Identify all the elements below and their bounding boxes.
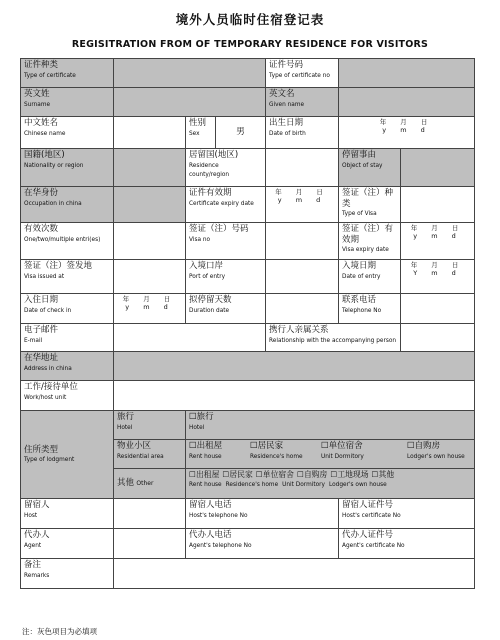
relationship-field[interactable] [401, 324, 475, 352]
duration-label: 拟停留天数 Duration date [186, 294, 266, 324]
email-field[interactable] [114, 324, 266, 352]
given-name-label: 英文名 Given name [266, 88, 339, 117]
visa-no-label: 签证（注）号码 Visa no [186, 223, 266, 260]
visa-no-field[interactable] [266, 223, 339, 260]
other-options[interactable]: ☐出租屋 ☐居民家 ☐单位宿舍 ☐自购房 ☐工地现场 ☐其他 Rent house Residence's home Unit Dormitory Lodger's own house [186, 469, 475, 499]
visa-type-field[interactable] [401, 187, 475, 223]
residence-label: 居留国(地区) Residence county/region [186, 149, 266, 187]
chinese-name-field[interactable] [114, 117, 186, 149]
agent-cert-label: 代办人证件号 Agent's certificate No [339, 529, 475, 559]
telephone-label: 联系电话 Telephone No [339, 294, 401, 324]
port-entry-label: 入境口岸 Port of entry [186, 260, 266, 294]
nationality-field[interactable] [114, 149, 186, 187]
cert-no-label: 证件号码 Type of certificate no [266, 59, 339, 88]
work-unit-field[interactable] [114, 381, 475, 411]
cert-expiry-label: 证件有效期 Certificate expiry date [186, 187, 266, 223]
work-unit-label: 工作/接待单位 Work/host unit [21, 381, 114, 411]
visa-expiry-label: 签证（注）有效期 Visa expiry date [339, 223, 401, 260]
sex-label: 性别 Sex [186, 117, 216, 149]
object-of-stay-field[interactable] [401, 149, 475, 187]
hotel-option[interactable]: ☐旅行 Hotel [186, 411, 475, 440]
other-opt-rent[interactable]: ☐出租屋 [189, 470, 220, 479]
residence-field[interactable] [266, 149, 339, 187]
residential-opt-own-house[interactable]: ☐自购房 [407, 441, 441, 451]
other-opt-own-house[interactable]: ☐自购房 [296, 470, 328, 479]
port-entry-field[interactable] [266, 260, 339, 294]
surname-label: 英文姓 Surname [21, 88, 114, 117]
chinese-name-label: 中文姓名 Chinese name [21, 117, 114, 149]
entries-label: 有效次数 One/two/multiple entri(es) [21, 223, 114, 260]
remarks-label: 备注 Remarks [21, 559, 114, 589]
residential-opt-dormitory[interactable]: ☐单位宿舍 [321, 441, 363, 451]
given-name-field[interactable] [339, 88, 475, 117]
host-cert-label: 留宿人证件号 Host's certificate No [339, 499, 475, 529]
host-tel-label: 留宿人电话 Host's telephone No [186, 499, 339, 529]
form-title-en: REGISITRATION FROM OF TEMPORARY RESIDENCE FOR VISITORS [71, 39, 429, 50]
other-opt-residence[interactable]: ☐居民家 [222, 470, 253, 479]
address-field[interactable] [114, 352, 475, 381]
check-in-label: 入住日期 Date of check in [21, 294, 114, 324]
footnote: 注：灰色项目为必填项 [22, 627, 97, 636]
agent-tel-label: 代办人电话 Agent's telephone No [186, 529, 339, 559]
agent-field[interactable] [114, 529, 186, 559]
remarks-field[interactable] [114, 559, 475, 589]
telephone-field[interactable] [401, 294, 475, 324]
host-label: 留宿人 Host [21, 499, 114, 529]
occupation-label: 在华身份 Occupation in china [21, 187, 114, 223]
cert-type-label: 证件种类 Type of certificate [21, 59, 114, 88]
date-entry-label: 入境日期 Date of entry [339, 260, 401, 294]
cert-expiry-field[interactable]: 年 月 日 y m d [266, 187, 339, 223]
cert-no-field[interactable] [339, 59, 475, 88]
email-label: 电子邮件 E-mail [21, 324, 114, 352]
check-in-field[interactable]: 年 月 日 y m d [114, 294, 186, 324]
nationality-label: 国籍(地区) Nationality or region [21, 149, 114, 187]
residential-opt-rent[interactable]: ☐出租屋 [189, 441, 223, 451]
other-opt-dormitory[interactable]: ☐单位宿舍 [255, 470, 294, 479]
registration-form-table [20, 58, 475, 589]
address-label: 在华地址 Address in china [21, 352, 114, 381]
residential-options[interactable]: ☐出租屋 ☐居民家 ☐单位宿舍 ☐自购房 Rent house Residence's home Unit Dormitory Lodger's own house [186, 440, 475, 469]
relationship-label: 携行人亲属关系 Relationship with the accompanying person [266, 324, 401, 352]
visa-expiry-field[interactable]: 年 月 日 y m d [401, 223, 475, 260]
sex-value[interactable]: 男 [216, 117, 266, 149]
hotel-label: 旅行 Hotel [114, 411, 186, 440]
occupation-field[interactable] [114, 187, 186, 223]
other-label: 其他 Other [114, 469, 186, 499]
lodgment-label: 住所类型 Type of lodgment [21, 411, 114, 499]
visa-issued-field[interactable] [114, 260, 186, 294]
dob-field[interactable]: 年 月 日 y m d [339, 117, 475, 149]
agent-label: 代办人 Agent [21, 529, 114, 559]
surname-field[interactable] [114, 88, 266, 117]
visa-type-label: 签证（注）种类 Type of Visa [339, 187, 401, 223]
duration-field[interactable] [266, 294, 339, 324]
host-field[interactable] [114, 499, 186, 529]
form-title-cn: 境外人员临时住宿登记表 [175, 12, 325, 27]
object-of-stay-label: 停留事由 Object of stay [339, 149, 401, 187]
other-opt-other[interactable]: ☐其他 [371, 470, 395, 479]
date-entry-field[interactable]: 年 月 日 Y m d [401, 260, 475, 294]
cert-type-field[interactable] [114, 59, 266, 88]
entries-field[interactable] [114, 223, 186, 260]
dob-label: 出生日期 Date of birth [266, 117, 339, 149]
visa-issued-label: 签证（注）签发地 Visa issued at [21, 260, 114, 294]
residential-opt-residence[interactable]: ☐居民家 [250, 441, 284, 451]
other-opt-worksite[interactable]: ☐工地现场 [330, 470, 369, 479]
residential-label: 物业小区 Residential area [114, 440, 186, 469]
